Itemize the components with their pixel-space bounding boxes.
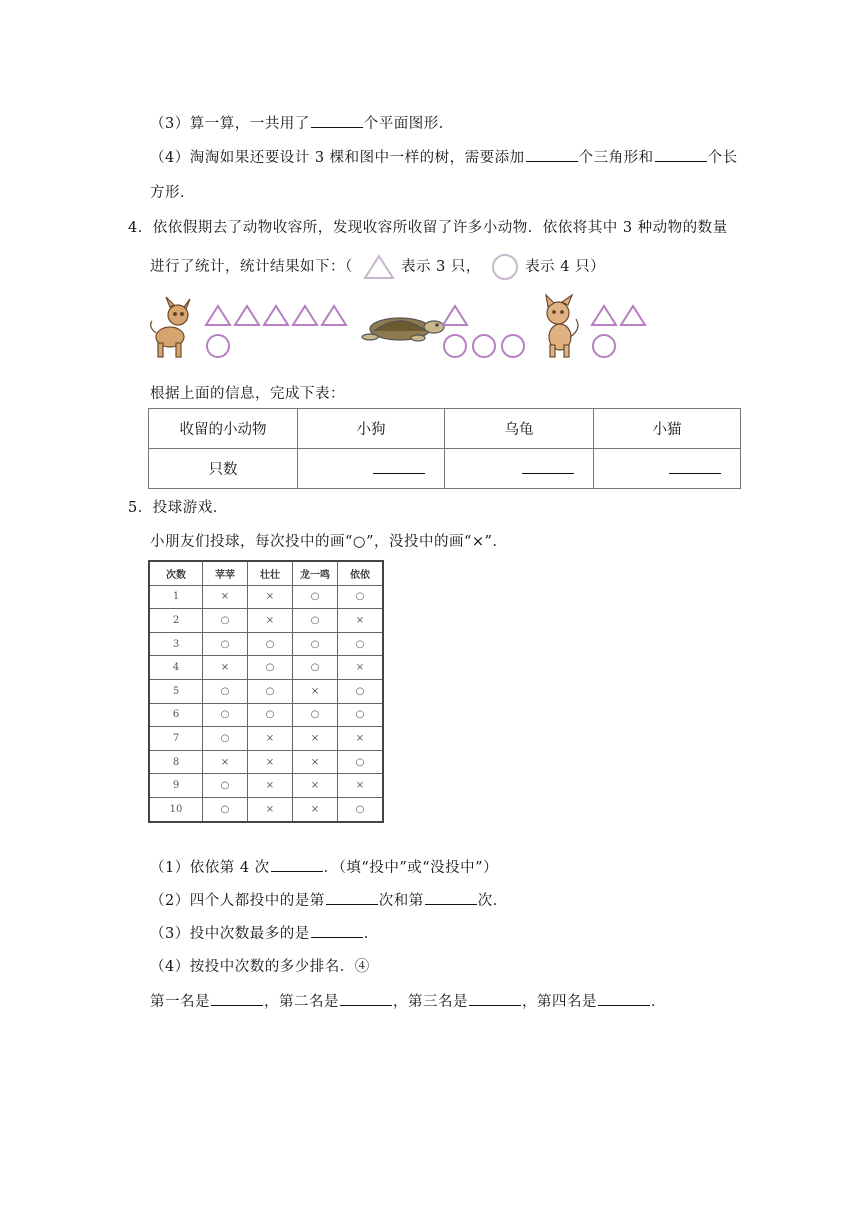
q5-sub4: （4）按投中次数的多少排名．④ bbox=[150, 959, 370, 975]
animal-pictograph bbox=[148, 293, 650, 361]
circle-icon bbox=[444, 335, 466, 357]
turtle-icon bbox=[362, 318, 444, 341]
table-cell-dog: 小狗 bbox=[298, 409, 445, 449]
table-header-cell: 依依 bbox=[338, 561, 384, 585]
q3-sub4-continued: 方形． bbox=[150, 185, 195, 201]
table-row bbox=[149, 679, 383, 703]
triangle-icon bbox=[592, 306, 616, 325]
rank-third-label: ，第三名是 bbox=[393, 994, 468, 1010]
answer-blank[interactable] bbox=[326, 890, 378, 905]
table-row bbox=[149, 797, 383, 821]
table-row bbox=[149, 774, 383, 798]
q5-sub2-mid: 次和第 bbox=[378, 893, 424, 909]
throw-result-cell: ○ bbox=[203, 679, 248, 703]
throw-result-cell: ○ bbox=[338, 703, 384, 727]
throw-number-cell: 7 bbox=[149, 727, 203, 751]
table-row bbox=[149, 409, 741, 449]
throw-result-cell: × bbox=[338, 774, 384, 798]
legend-triangle-text: 表示 3 只， bbox=[400, 259, 481, 275]
table-row-label: 只数 bbox=[149, 449, 298, 489]
throw-result-cell: × bbox=[203, 750, 248, 774]
rank-second-label: ，第二名是 bbox=[264, 994, 339, 1010]
throw-result-cell: ○ bbox=[293, 703, 338, 727]
triangle-icon bbox=[235, 306, 259, 325]
throw-result-cell: ○ bbox=[293, 609, 338, 633]
throw-result-cell: × bbox=[248, 609, 293, 633]
q5-ranking bbox=[150, 990, 666, 1011]
answer-blank[interactable] bbox=[311, 923, 363, 938]
throw-result-cell: ○ bbox=[248, 679, 293, 703]
q5-sub2-suffix: 次． bbox=[477, 893, 508, 909]
q3-sub4-prefix: （4）淘淘如果还要设计 3 棵和图中一样的树，需要添加 bbox=[150, 150, 525, 166]
table-row bbox=[149, 750, 383, 774]
q5-sub3 bbox=[150, 922, 379, 943]
cat-icon bbox=[546, 295, 578, 357]
q5-intro: 小朋友们投球，每次投中的画“○”，没投中的画“×”． bbox=[150, 534, 508, 550]
table-cell-turtle: 乌龟 bbox=[445, 409, 594, 449]
throw-result-cell: ○ bbox=[203, 727, 248, 751]
table-header-label: 收留的小动物 bbox=[149, 409, 298, 449]
table-row bbox=[149, 561, 383, 585]
triangle-icon bbox=[264, 306, 288, 325]
throw-result-cell: ○ bbox=[248, 656, 293, 680]
q5-sub2 bbox=[150, 889, 508, 910]
circle-legend-icon bbox=[490, 252, 520, 282]
triangle-icon bbox=[206, 306, 230, 325]
answer-blank[interactable] bbox=[373, 459, 425, 474]
throw-result-cell: × bbox=[203, 585, 248, 609]
dog-count-cell bbox=[298, 449, 445, 489]
q4-question-line2 bbox=[150, 252, 605, 282]
throw-result-cell: × bbox=[338, 656, 384, 680]
answer-blank[interactable] bbox=[211, 991, 263, 1006]
dog-icon bbox=[151, 297, 190, 357]
animal-count-table bbox=[148, 408, 741, 489]
table-header-cell: 苹苹 bbox=[203, 561, 248, 585]
circle-icon bbox=[593, 335, 615, 357]
throw-result-cell: ○ bbox=[338, 797, 384, 821]
answer-blank[interactable] bbox=[669, 459, 721, 474]
throw-result-cell: ○ bbox=[203, 632, 248, 656]
throw-result-cell: × bbox=[293, 727, 338, 751]
throw-number-cell: 2 bbox=[149, 609, 203, 633]
circle-icon bbox=[207, 335, 229, 357]
cat-count-cell bbox=[594, 449, 741, 489]
throw-result-cell: ○ bbox=[203, 703, 248, 727]
q5-sub1 bbox=[150, 856, 498, 877]
q5-sub3-suffix: ． bbox=[363, 926, 379, 942]
table-row bbox=[149, 703, 383, 727]
answer-blank[interactable] bbox=[271, 857, 323, 872]
legend-circle-text: 表示 4 只） bbox=[525, 259, 606, 275]
q5-sub2-prefix: （2）四个人都投中的是第 bbox=[150, 893, 325, 909]
table-row bbox=[149, 656, 383, 680]
table-row bbox=[149, 609, 383, 633]
throw-result-cell: × bbox=[293, 797, 338, 821]
answer-blank[interactable] bbox=[526, 147, 578, 162]
circle-icon bbox=[502, 335, 524, 357]
throw-result-cell: ○ bbox=[203, 774, 248, 798]
throw-result-cell: ○ bbox=[203, 797, 248, 821]
throw-result-cell: × bbox=[203, 656, 248, 680]
throw-record-table bbox=[148, 560, 384, 823]
throw-result-cell: × bbox=[248, 797, 293, 821]
throw-result-cell: ○ bbox=[338, 585, 384, 609]
table-header-cell: 次数 bbox=[149, 561, 203, 585]
q3-sub3-prefix: （3）算一算，一共用了 bbox=[150, 116, 310, 132]
throw-number-cell: 1 bbox=[149, 585, 203, 609]
answer-blank[interactable] bbox=[469, 991, 521, 1006]
table-header-cell: 龙一鸣 bbox=[293, 561, 338, 585]
throw-result-cell: ○ bbox=[338, 679, 384, 703]
circle-icon bbox=[473, 335, 495, 357]
answer-blank[interactable] bbox=[598, 991, 650, 1006]
throw-number-cell: 10 bbox=[149, 797, 203, 821]
q3-sub4-mid: 个三角形和 bbox=[578, 150, 654, 166]
answer-blank[interactable] bbox=[425, 890, 477, 905]
throw-result-cell: × bbox=[248, 585, 293, 609]
table-row bbox=[149, 585, 383, 609]
throw-result-cell: × bbox=[338, 609, 384, 633]
triangle-icon bbox=[621, 306, 645, 325]
throw-result-cell: ○ bbox=[293, 656, 338, 680]
rank-fourth-label: ，第四名是 bbox=[522, 994, 597, 1010]
throw-result-cell: × bbox=[338, 727, 384, 751]
q5-title: 5．投球游戏． bbox=[128, 500, 228, 516]
throw-result-cell: ○ bbox=[338, 750, 384, 774]
table-cell-cat: 小猫 bbox=[594, 409, 741, 449]
throw-result-cell: ○ bbox=[293, 585, 338, 609]
table-row bbox=[149, 727, 383, 751]
triangle-icon bbox=[443, 306, 467, 325]
throw-result-cell: ○ bbox=[293, 632, 338, 656]
q4-question-line1: 4．依依假期去了动物收容所，发现收容所收留了许多小动物．依依将其中 3 种动物的数量 bbox=[128, 220, 728, 236]
throw-result-cell: ○ bbox=[203, 609, 248, 633]
triangle-legend-icon bbox=[362, 253, 396, 281]
triangle-icon bbox=[293, 306, 317, 325]
throw-number-cell: 9 bbox=[149, 774, 203, 798]
rank-end: ． bbox=[651, 994, 666, 1010]
throw-result-cell: × bbox=[248, 774, 293, 798]
q3-sub3-suffix: 个平面图形． bbox=[363, 116, 454, 132]
throw-number-cell: 6 bbox=[149, 703, 203, 727]
throw-result-cell: ○ bbox=[338, 632, 384, 656]
answer-blank[interactable] bbox=[522, 459, 574, 474]
throw-result-cell: × bbox=[293, 774, 338, 798]
throw-result-cell: × bbox=[293, 750, 338, 774]
answer-blank[interactable] bbox=[655, 147, 707, 162]
table-header-cell: 壮壮 bbox=[248, 561, 293, 585]
q5-sub3-prefix: （3）投中次数最多的是 bbox=[150, 926, 310, 942]
q3-sub4 bbox=[150, 146, 738, 167]
turtle-count-cell bbox=[445, 449, 594, 489]
throw-number-cell: 5 bbox=[149, 679, 203, 703]
table-row bbox=[149, 449, 741, 489]
throw-number-cell: 3 bbox=[149, 632, 203, 656]
q3-sub3 bbox=[150, 112, 454, 133]
q4-instruction: 根据上面的信息，完成下表： bbox=[150, 386, 345, 402]
throw-result-cell: × bbox=[248, 727, 293, 751]
q5-sub1-suffix: ．（填“投中”或“没投中”） bbox=[323, 860, 499, 876]
rank-first-label: 第一名是 bbox=[150, 994, 210, 1010]
throw-result-cell: × bbox=[293, 679, 338, 703]
q4-line2-prefix: 进行了统计，统计结果如下：（ bbox=[150, 259, 353, 275]
throw-result-cell: ○ bbox=[248, 632, 293, 656]
triangle-icon bbox=[322, 306, 346, 325]
table-row bbox=[149, 632, 383, 656]
throw-result-cell: × bbox=[248, 750, 293, 774]
q3-sub4-suffix: 个长 bbox=[707, 150, 738, 166]
answer-blank[interactable] bbox=[311, 113, 363, 128]
q5-sub1-prefix: （1）依依第 4 次 bbox=[150, 860, 270, 876]
throw-number-cell: 4 bbox=[149, 656, 203, 680]
throw-result-cell: ○ bbox=[248, 703, 293, 727]
throw-number-cell: 8 bbox=[149, 750, 203, 774]
answer-blank[interactable] bbox=[340, 991, 392, 1006]
